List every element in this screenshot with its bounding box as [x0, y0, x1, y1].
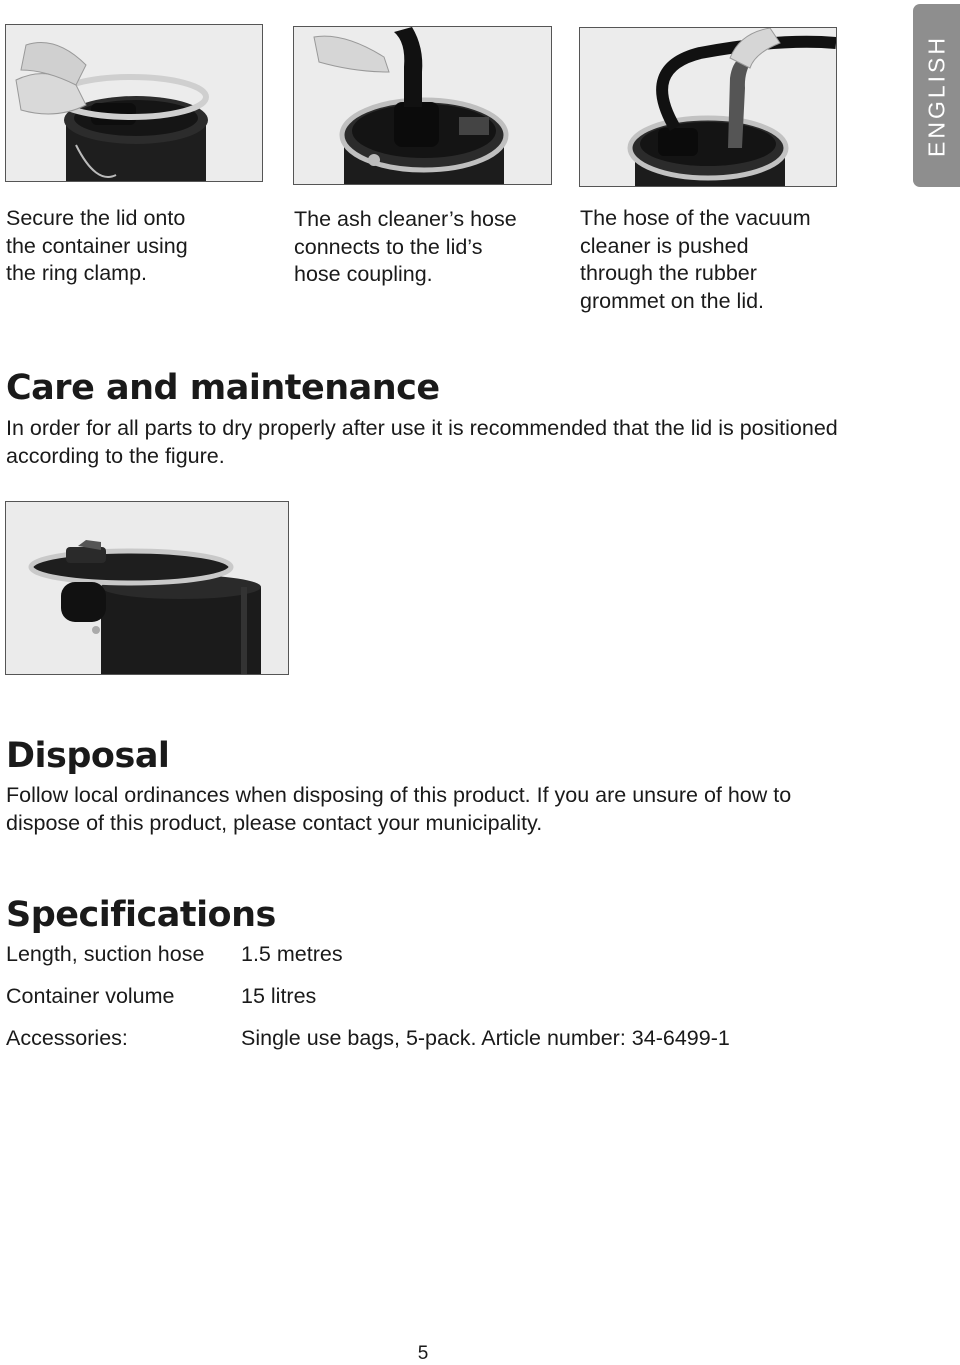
caption-line: cleaner is pushed: [580, 233, 749, 258]
step-2-photo: [293, 26, 552, 185]
specifications-heading: Specifications: [6, 895, 276, 935]
step-3-caption: [580, 205, 811, 315]
caption-line: The hose of the vacuum: [580, 206, 811, 230]
spec-label: Container volume: [6, 984, 175, 1008]
step-1-caption: [6, 205, 188, 288]
spec-label: Length, suction hose: [6, 942, 205, 966]
language-tab: [913, 4, 960, 187]
step-3-photo: [579, 27, 837, 187]
caption-line: through the rubber: [580, 261, 757, 285]
disposal-heading: Disposal: [6, 736, 170, 776]
care-figure-photo: [5, 501, 289, 675]
care-heading: Care and maintenance: [6, 368, 440, 408]
caption-line: The ash cleaner’s hose: [294, 207, 517, 231]
care-text: In order for all parts to dry properly after use it is recommended that the lid is positioned according to the figure.: [6, 416, 838, 468]
step-1-photo: [5, 24, 263, 182]
caption-line: connects to the lid’s: [294, 234, 483, 259]
caption-line: hose coupling.: [294, 262, 433, 286]
step-2-caption: [294, 206, 517, 289]
spec-value: 1.5 metres: [241, 942, 343, 966]
caption-line: the container using: [6, 233, 188, 258]
caption-line: the ring clamp.: [6, 261, 148, 285]
caption-line: Secure the lid onto: [6, 206, 186, 230]
spec-value: Single use bags, 5-pack. Article number: 34-6499-1: [241, 1026, 730, 1050]
page-number: 5: [417, 1343, 429, 1364]
spec-label: Accessories:: [6, 1026, 128, 1050]
language-tab-label: ENGLISH: [923, 34, 949, 157]
disposal-text: Follow local ordinances when disposing of this product. If you are unsure of how to dispose of this product, please contact your municipality.: [6, 783, 792, 835]
caption-line: grommet on the lid.: [580, 288, 765, 313]
spec-value: 15 litres: [241, 984, 317, 1008]
